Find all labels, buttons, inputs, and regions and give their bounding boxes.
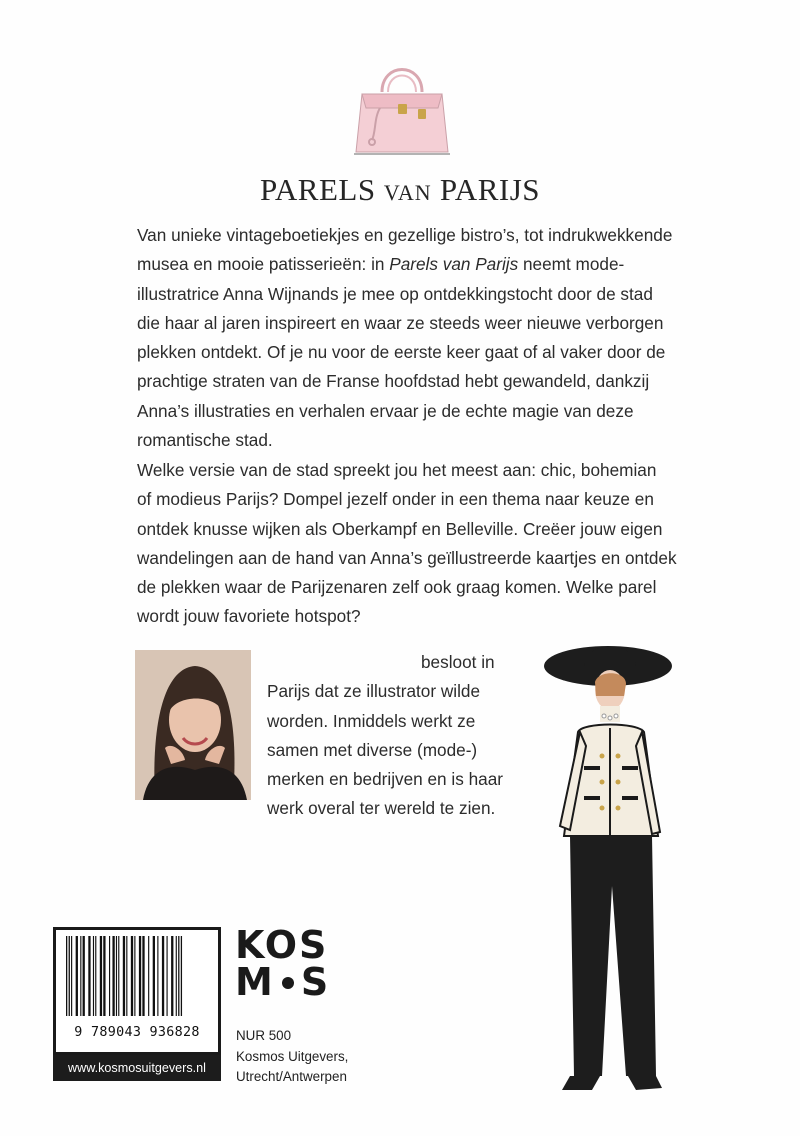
nur-code: NUR 500	[236, 1028, 292, 1043]
book-title-inline: Parels van Parijs	[389, 254, 519, 275]
author-bio: besloot in Parijs dat ze illustrator wilde worden. Inmiddels werkt ze samen met diverse (mode-) merken en bedrijven en is haar werk overal ter wereld te zien.	[267, 652, 503, 819]
book-title: PARELS VAN PARIJS	[260, 172, 540, 207]
publisher-website: www.kosmosuitgevers.nl	[53, 1055, 221, 1081]
isbn-number: 9 789043 936828	[74, 1025, 200, 1040]
barcode	[53, 927, 221, 1055]
author-photo	[135, 650, 251, 800]
publisher-logo-line-2: M S	[235, 960, 331, 1004]
fashion-figure-illustration	[540, 636, 690, 1098]
description-paragraph-2: Welke versie van de stad spreekt jou het meest aan: chic, bohemian of modieus Parijs? Dompel jezelf onder in een thema naar keuze en ontdek knusse wijken als Oberkampf en Belleville. Creëer jouw eigen wandelingen aan de hand van Anna’s geïllustreerde kaartjes en ontdek de plekken waar de Parijzenaren zelf ook graag komen. Welke parel wordt jouw favoriete hotspot?	[137, 460, 677, 627]
handbag-illustration	[352, 52, 452, 158]
publisher-name: Kosmos Uitgevers,	[236, 1048, 349, 1064]
barcode-bars	[62, 936, 212, 1016]
publisher-info	[236, 1026, 416, 1088]
description-paragraph-1: Van unieke vintageboetiekjes en gezellige bistro’s, tot indrukwekkende musea en mooie patisserieën: in Parels van Parijs neemt mode- illustratrice Anna Wijnands je mee op ontdekkingstocht door de stad die haar al jaren inspireert en waar ze steeds weer nieuwe verborgen plekken ontdekt. Of je nu voor de eerste keer gaat of al vaker door de prachtige straten van de Franse hoofdstad hebt gewandeld, dankzij Anna’s illustraties en verhalen ervaar je de echte magie van deze romantische stad.	[137, 225, 673, 451]
publisher-city: Utrecht/Antwerpen	[236, 1069, 347, 1085]
logo-dot	[282, 977, 294, 989]
publisher-logo-line-1: KOS	[235, 923, 329, 967]
